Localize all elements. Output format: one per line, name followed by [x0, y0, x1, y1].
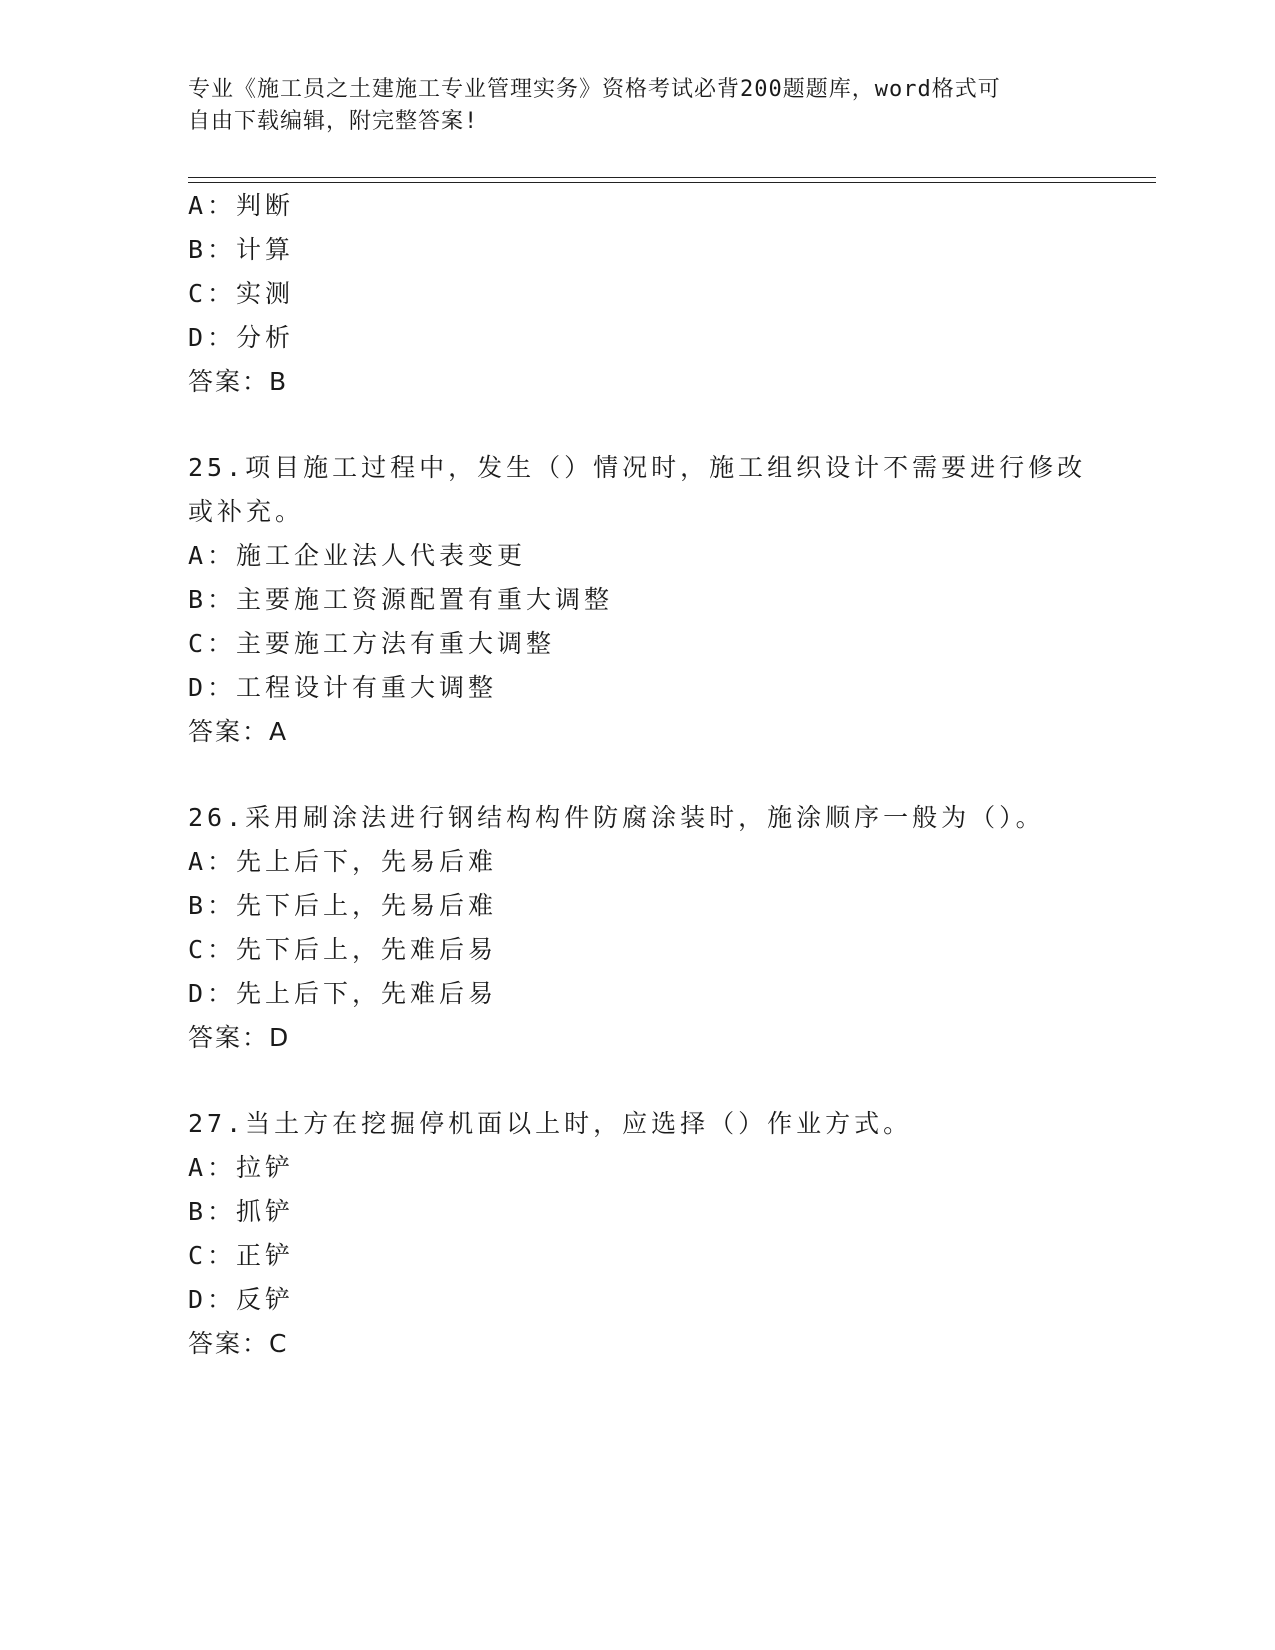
- q26-option-b: B：先下后上，先易后难: [188, 891, 498, 920]
- q27-option-b: B：抓铲: [188, 1197, 295, 1226]
- header-divider-top: [188, 177, 1156, 178]
- q27-stem-line-1: 27.当土方在挖掘停机面以上时，应选择（）作业方式。: [188, 1109, 913, 1138]
- q26-option-c: C：先下后上，先难后易: [188, 935, 498, 964]
- q25-option-d: D：工程设计有重大调整: [188, 673, 498, 702]
- q27-option-d: D：反铲: [188, 1285, 295, 1314]
- q26-answer: 答案：D: [188, 1023, 291, 1052]
- q26-option-d: D：先上后下，先难后易: [188, 979, 498, 1008]
- q24-option-c: C：实测: [188, 279, 295, 308]
- q27-option-a: A：拉铲: [188, 1153, 295, 1182]
- q24-option-b: B：计算: [188, 235, 295, 264]
- q25-option-b: B：主要施工资源配置有重大调整: [188, 585, 614, 614]
- header-title-line-2: 自由下载编辑，附完整答案!: [188, 109, 479, 134]
- q25-option-a: A：施工企业法人代表变更: [188, 541, 527, 570]
- q25-answer: 答案：A: [188, 717, 289, 746]
- q25-stem-line-1: 25.项目施工过程中，发生（）情况时，施工组织设计不需要进行修改: [188, 453, 1087, 482]
- q25-stem-line-2: 或补充。: [188, 497, 305, 526]
- q27-answer: 答案：C: [188, 1329, 289, 1358]
- q27-option-c: C：正铲: [188, 1241, 295, 1270]
- q24-option-d: D：分析: [188, 323, 295, 352]
- q26-stem-line-1: 26.采用刷涂法进行钢结构构件防腐涂装时，施涂顺序一般为（）。: [188, 803, 1045, 832]
- q26-option-a: A：先上后下，先易后难: [188, 847, 498, 876]
- q24-option-a: A：判断: [188, 191, 295, 220]
- header-title-line-1: 专业《施工员之土建施工专业管理实务》资格考试必背200题题库，word格式可: [188, 77, 1001, 102]
- document-header: [188, 74, 1068, 138]
- header-divider-bottom: [188, 182, 1156, 183]
- q25-option-c: C：主要施工方法有重大调整: [188, 629, 556, 658]
- q24-answer: 答案：B: [188, 367, 289, 396]
